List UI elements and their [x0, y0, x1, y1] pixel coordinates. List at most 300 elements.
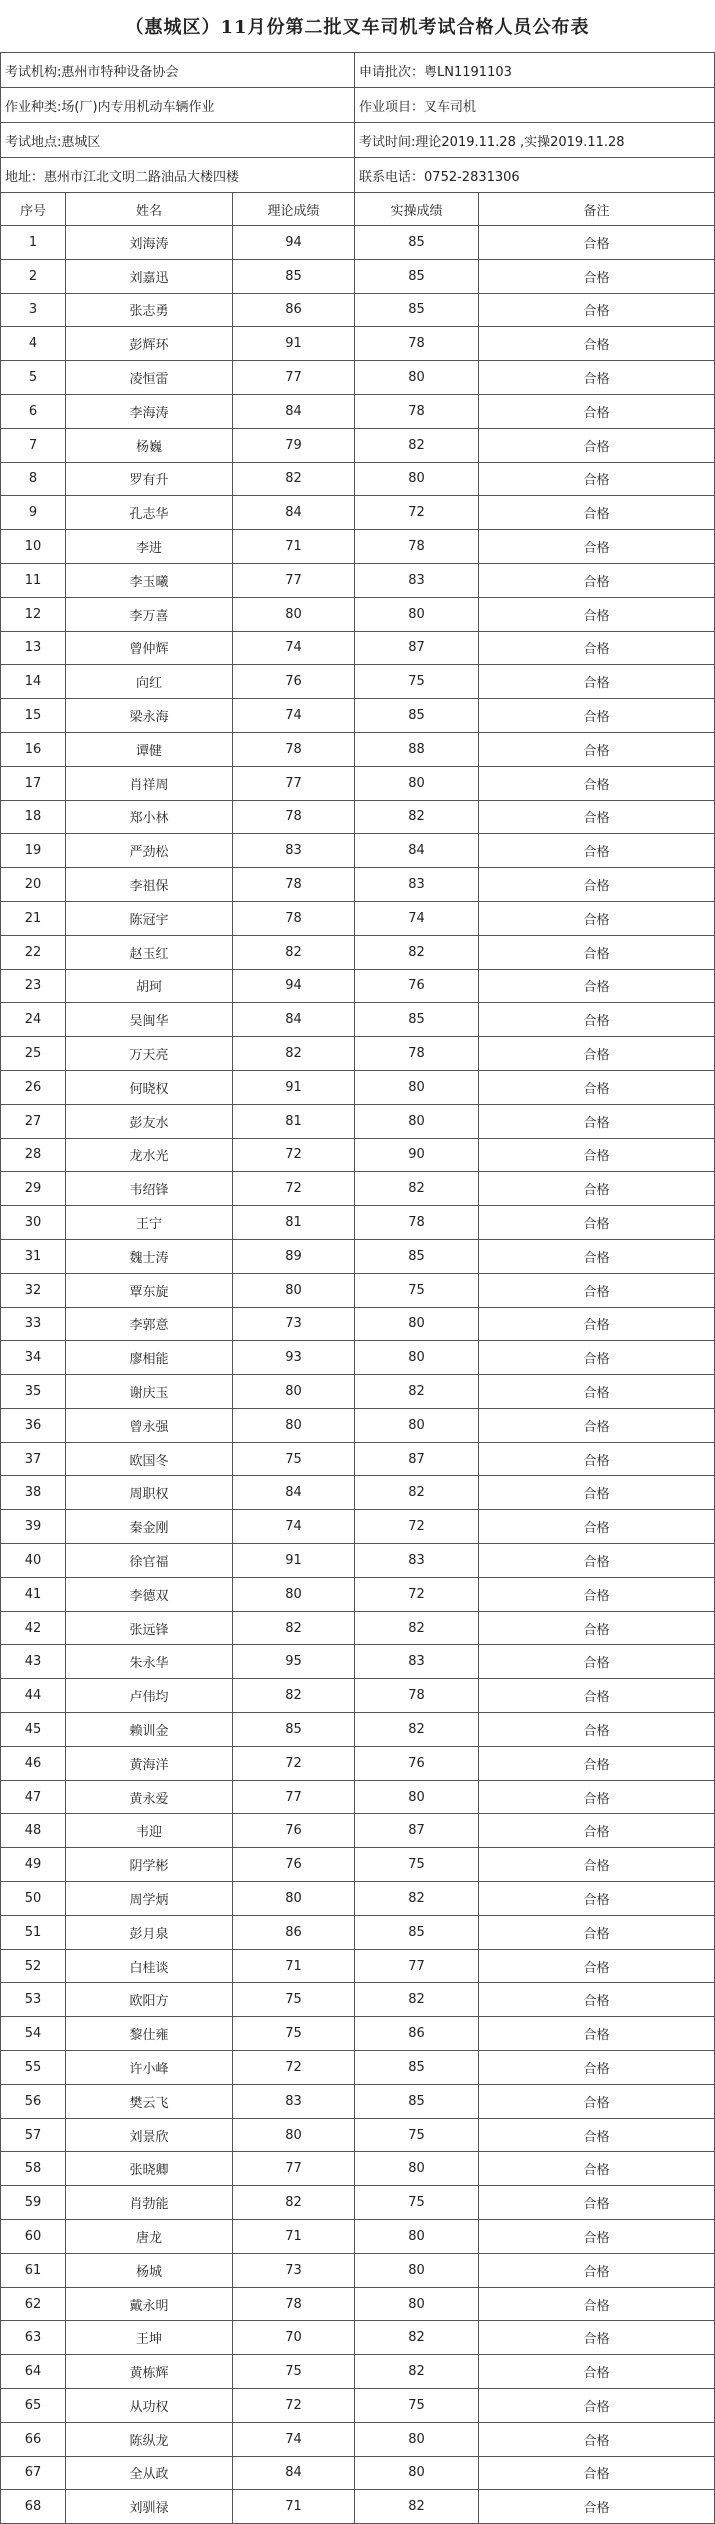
remark: 合格 [479, 293, 715, 327]
remark: 合格 [479, 1003, 715, 1037]
row-index: 29 [1, 1172, 66, 1206]
person-name: 王坤 [66, 2321, 233, 2355]
practical-score: 80 [355, 2152, 479, 2186]
remark: 合格 [479, 1611, 715, 1645]
table-row [1, 1746, 715, 1780]
row-index: 49 [1, 1848, 66, 1882]
person-name: 杨巍 [66, 428, 233, 462]
theory-score: 74 [233, 1510, 355, 1544]
remark: 合格 [479, 1848, 715, 1882]
row-index: 27 [1, 1104, 66, 1138]
person-name: 谭健 [66, 732, 233, 766]
row-index: 55 [1, 2051, 66, 2085]
row-index: 56 [1, 2084, 66, 2118]
table-row [1, 1037, 715, 1071]
practical-score: 80 [355, 2287, 479, 2321]
practical-score: 85 [355, 699, 479, 733]
practical-score: 72 [355, 1510, 479, 1544]
practical-score: 85 [355, 1003, 479, 1037]
table-row [1, 901, 715, 935]
theory-score: 72 [233, 2051, 355, 2085]
practical-score: 80 [355, 597, 479, 631]
practical-score: 78 [355, 1679, 479, 1713]
practical-score: 72 [355, 1577, 479, 1611]
person-name: 陈冠宇 [66, 901, 233, 935]
row-index: 62 [1, 2287, 66, 2321]
practical-score: 80 [355, 462, 479, 496]
theory-score: 84 [233, 2456, 355, 2490]
row-index: 5 [1, 361, 66, 395]
theory-score: 80 [233, 1273, 355, 1307]
remark: 合格 [479, 259, 715, 293]
row-index: 21 [1, 901, 66, 935]
remark: 合格 [479, 1679, 715, 1713]
row-index: 4 [1, 327, 66, 361]
remark: 合格 [479, 1882, 715, 1916]
table-row [1, 1104, 715, 1138]
remark: 合格 [479, 1104, 715, 1138]
theory-score: 77 [233, 766, 355, 800]
row-index: 44 [1, 1679, 66, 1713]
remark: 合格 [479, 2490, 715, 2524]
practical-score: 80 [355, 2253, 479, 2287]
table-row [1, 2084, 715, 2118]
row-index: 68 [1, 2490, 66, 2524]
person-name: 白桂谈 [66, 1949, 233, 1983]
theory-score: 91 [233, 327, 355, 361]
row-index: 53 [1, 1983, 66, 2017]
remark: 合格 [479, 1983, 715, 2017]
theory-score: 91 [233, 1070, 355, 1104]
theory-score: 84 [233, 496, 355, 530]
person-name: 吴闽华 [66, 1003, 233, 1037]
table-row [1, 462, 715, 496]
theory-score: 77 [233, 563, 355, 597]
person-name: 陈纵龙 [66, 2422, 233, 2456]
person-name: 严劲松 [66, 834, 233, 868]
row-index: 54 [1, 2017, 66, 2051]
row-index: 43 [1, 1645, 66, 1679]
practical-score: 82 [355, 1611, 479, 1645]
remark: 合格 [479, 2017, 715, 2051]
remark: 合格 [479, 462, 715, 496]
remark: 合格 [479, 496, 715, 530]
remark: 合格 [479, 2355, 715, 2389]
table-row [1, 1206, 715, 1240]
table-row [1, 1070, 715, 1104]
row-index: 65 [1, 2389, 66, 2423]
remark: 合格 [479, 1476, 715, 1510]
practical-score: 82 [355, 428, 479, 462]
practical-score: 84 [355, 834, 479, 868]
theory-score: 72 [233, 2389, 355, 2423]
row-index: 58 [1, 2152, 66, 2186]
practical-score: 80 [355, 1307, 479, 1341]
person-name: 向红 [66, 665, 233, 699]
table-row [1, 226, 715, 260]
practical-score: 85 [355, 2084, 479, 2118]
remark: 合格 [479, 1138, 715, 1172]
row-index: 51 [1, 1915, 66, 1949]
row-index: 48 [1, 1814, 66, 1848]
row-index: 41 [1, 1577, 66, 1611]
theory-score: 89 [233, 1239, 355, 1273]
person-name: 樊云飞 [66, 2084, 233, 2118]
theory-score: 75 [233, 2017, 355, 2051]
row-index: 45 [1, 1713, 66, 1747]
header-theory-score: 理论成绩 [233, 193, 355, 226]
practical-score: 80 [355, 2220, 479, 2254]
practical-score: 78 [355, 530, 479, 564]
row-index: 20 [1, 868, 66, 902]
person-name: 周学炳 [66, 1882, 233, 1916]
contact-phone: 联系电话：0752-2831306 [355, 158, 715, 193]
row-index: 61 [1, 2253, 66, 2287]
person-name: 黄栋辉 [66, 2355, 233, 2389]
theory-score: 73 [233, 2253, 355, 2287]
person-name: 黄永爱 [66, 1780, 233, 1814]
table-row [1, 1645, 715, 1679]
row-index: 2 [1, 259, 66, 293]
person-name: 阴学彬 [66, 1848, 233, 1882]
table-row [1, 1307, 715, 1341]
row-index: 31 [1, 1239, 66, 1273]
table-row [1, 1780, 715, 1814]
remark: 合格 [479, 1713, 715, 1747]
theory-score: 80 [233, 1577, 355, 1611]
person-name: 王宁 [66, 1206, 233, 1240]
remark: 合格 [479, 1239, 715, 1273]
theory-score: 82 [233, 1037, 355, 1071]
practical-score: 82 [355, 1983, 479, 2017]
remark: 合格 [479, 394, 715, 428]
theory-score: 78 [233, 868, 355, 902]
row-index: 46 [1, 1746, 66, 1780]
row-index: 16 [1, 732, 66, 766]
remark: 合格 [479, 428, 715, 462]
practical-score: 80 [355, 766, 479, 800]
theory-score: 83 [233, 834, 355, 868]
header-practical-score: 实操成绩 [355, 193, 479, 226]
remark: 合格 [479, 2422, 715, 2456]
row-index: 30 [1, 1206, 66, 1240]
row-index: 7 [1, 428, 66, 462]
row-index: 42 [1, 1611, 66, 1645]
remark: 合格 [479, 699, 715, 733]
table-row [1, 935, 715, 969]
theory-score: 76 [233, 1814, 355, 1848]
theory-score: 84 [233, 1003, 355, 1037]
row-index: 18 [1, 800, 66, 834]
theory-score: 70 [233, 2321, 355, 2355]
theory-score: 80 [233, 2118, 355, 2152]
theory-score: 78 [233, 800, 355, 834]
theory-score: 80 [233, 1408, 355, 1442]
table-row [1, 394, 715, 428]
remark: 合格 [479, 1949, 715, 1983]
theory-score: 81 [233, 1206, 355, 1240]
row-index: 60 [1, 2220, 66, 2254]
table-row [1, 2220, 715, 2254]
remark: 合格 [479, 1341, 715, 1375]
row-index: 14 [1, 665, 66, 699]
practical-score: 82 [355, 2490, 479, 2524]
page-title: （惠城区）11月份第二批叉车司机考试合格人员公布表 [125, 17, 590, 38]
table-row [1, 969, 715, 1003]
remark: 合格 [479, 1273, 715, 1307]
remark: 合格 [479, 631, 715, 665]
table-row [1, 1172, 715, 1206]
table-row [1, 2287, 715, 2321]
person-name: 秦金刚 [66, 1510, 233, 1544]
practical-score: 82 [355, 2355, 479, 2389]
practical-score: 76 [355, 1746, 479, 1780]
row-index: 10 [1, 530, 66, 564]
table-row [1, 293, 715, 327]
table-row [1, 2186, 715, 2220]
row-index: 17 [1, 766, 66, 800]
practical-score: 75 [355, 1273, 479, 1307]
row-index: 15 [1, 699, 66, 733]
person-name: 刘嘉迅 [66, 259, 233, 293]
row-index: 50 [1, 1882, 66, 1916]
row-index: 63 [1, 2321, 66, 2355]
theory-score: 85 [233, 1713, 355, 1747]
practical-score: 82 [355, 1172, 479, 1206]
remark: 合格 [479, 1544, 715, 1578]
row-index: 9 [1, 496, 66, 530]
practical-score: 88 [355, 732, 479, 766]
table-row [1, 1915, 715, 1949]
person-name: 张志勇 [66, 293, 233, 327]
person-name: 刘景欣 [66, 2118, 233, 2152]
header-index: 序号 [1, 193, 66, 226]
table-row [1, 2422, 715, 2456]
person-name: 黄海洋 [66, 1746, 233, 1780]
practical-score: 80 [355, 1341, 479, 1375]
info-row [1, 123, 715, 158]
table-row [1, 563, 715, 597]
results-table [0, 52, 715, 2524]
theory-score: 94 [233, 969, 355, 1003]
person-name: 梁永海 [66, 699, 233, 733]
practical-score: 82 [355, 1476, 479, 1510]
person-name: 李祖保 [66, 868, 233, 902]
table-row [1, 1341, 715, 1375]
remark: 合格 [479, 2456, 715, 2490]
remark: 合格 [479, 2321, 715, 2355]
table-row [1, 1713, 715, 1747]
theory-score: 72 [233, 1172, 355, 1206]
remark: 合格 [479, 2287, 715, 2321]
table-row [1, 1814, 715, 1848]
remark: 合格 [479, 2152, 715, 2186]
theory-score: 91 [233, 1544, 355, 1578]
person-name: 张晓卿 [66, 2152, 233, 2186]
row-index: 66 [1, 2422, 66, 2456]
row-index: 11 [1, 563, 66, 597]
person-name: 曾永强 [66, 1408, 233, 1442]
row-index: 64 [1, 2355, 66, 2389]
theory-score: 93 [233, 1341, 355, 1375]
person-name: 张远锋 [66, 1611, 233, 1645]
row-index: 59 [1, 2186, 66, 2220]
theory-score: 76 [233, 1848, 355, 1882]
person-name: 赵玉红 [66, 935, 233, 969]
theory-score: 84 [233, 394, 355, 428]
remark: 合格 [479, 1375, 715, 1409]
table-row [1, 428, 715, 462]
person-name: 欧国冬 [66, 1442, 233, 1476]
person-name: 刘海涛 [66, 226, 233, 260]
practical-score: 85 [355, 1239, 479, 1273]
info-row [1, 88, 715, 123]
row-index: 26 [1, 1070, 66, 1104]
practical-score: 78 [355, 394, 479, 428]
person-name: 肖祥周 [66, 766, 233, 800]
table-row [1, 2321, 715, 2355]
person-name: 李玉曦 [66, 563, 233, 597]
practical-score: 82 [355, 1375, 479, 1409]
remark: 合格 [479, 1915, 715, 1949]
remark: 合格 [479, 530, 715, 564]
theory-score: 74 [233, 631, 355, 665]
table-row [1, 361, 715, 395]
theory-score: 82 [233, 1611, 355, 1645]
table-row [1, 1273, 715, 1307]
remark: 合格 [479, 935, 715, 969]
header-name: 姓名 [66, 193, 233, 226]
person-name: 何晓权 [66, 1070, 233, 1104]
person-name: 欧阳方 [66, 1983, 233, 2017]
theory-score: 83 [233, 2084, 355, 2118]
table-row [1, 1476, 715, 1510]
address: 地址：惠州市江北文明二路油品大楼四楼 [1, 158, 355, 193]
table-row [1, 1408, 715, 1442]
person-name: 谢庆玉 [66, 1375, 233, 1409]
theory-score: 81 [233, 1104, 355, 1138]
remark: 合格 [479, 1408, 715, 1442]
person-name: 彭月泉 [66, 1915, 233, 1949]
exam-location: 考试地点:惠城区 [1, 123, 355, 158]
remark: 合格 [479, 1172, 715, 1206]
remark: 合格 [479, 1746, 715, 1780]
theory-score: 71 [233, 530, 355, 564]
theory-score: 75 [233, 1983, 355, 2017]
remark: 合格 [479, 563, 715, 597]
row-index: 12 [1, 597, 66, 631]
row-index: 19 [1, 834, 66, 868]
theory-score: 74 [233, 2422, 355, 2456]
person-name: 全从政 [66, 2456, 233, 2490]
person-name: 许小峰 [66, 2051, 233, 2085]
theory-score: 75 [233, 2355, 355, 2389]
table-row [1, 766, 715, 800]
person-name: 胡珂 [66, 969, 233, 1003]
person-name: 朱永华 [66, 1645, 233, 1679]
theory-score: 77 [233, 2152, 355, 2186]
theory-score: 78 [233, 2287, 355, 2321]
theory-score: 71 [233, 1949, 355, 1983]
row-index: 36 [1, 1408, 66, 1442]
practical-score: 85 [355, 1915, 479, 1949]
practical-score: 87 [355, 1442, 479, 1476]
row-index: 52 [1, 1949, 66, 1983]
practical-score: 83 [355, 1645, 479, 1679]
remark: 合格 [479, 1070, 715, 1104]
row-index: 32 [1, 1273, 66, 1307]
person-name: 曾仲辉 [66, 631, 233, 665]
person-name: 李万喜 [66, 597, 233, 631]
person-name: 魏士涛 [66, 1239, 233, 1273]
exam-time: 考试时间:理论2019.11.28 ,实操2019.11.28 [355, 123, 715, 158]
table-row [1, 2152, 715, 2186]
practical-score: 80 [355, 2456, 479, 2490]
table-row [1, 2389, 715, 2423]
practical-score: 83 [355, 1544, 479, 1578]
row-index: 23 [1, 969, 66, 1003]
theory-score: 73 [233, 1307, 355, 1341]
practical-score: 74 [355, 901, 479, 935]
practical-score: 83 [355, 868, 479, 902]
person-name: 刘驯禄 [66, 2490, 233, 2524]
person-name: 黎仕雍 [66, 2017, 233, 2051]
practical-score: 78 [355, 1037, 479, 1071]
table-row [1, 2490, 715, 2524]
table-row [1, 1510, 715, 1544]
row-index: 57 [1, 2118, 66, 2152]
remark: 合格 [479, 665, 715, 699]
table-row [1, 665, 715, 699]
practical-score: 77 [355, 1949, 479, 1983]
person-name: 万天亮 [66, 1037, 233, 1071]
table-row [1, 1949, 715, 1983]
row-index: 34 [1, 1341, 66, 1375]
table-row [1, 800, 715, 834]
remark: 合格 [479, 327, 715, 361]
table-row [1, 1983, 715, 2017]
practical-score: 78 [355, 327, 479, 361]
table-row [1, 259, 715, 293]
remark: 合格 [479, 1510, 715, 1544]
remark: 合格 [479, 2118, 715, 2152]
theory-score: 78 [233, 901, 355, 935]
table-row [1, 496, 715, 530]
remark: 合格 [479, 1577, 715, 1611]
practical-score: 86 [355, 2017, 479, 2051]
remark: 合格 [479, 2186, 715, 2220]
practical-score: 76 [355, 969, 479, 1003]
theory-score: 82 [233, 1679, 355, 1713]
person-name: 卢伟均 [66, 1679, 233, 1713]
theory-score: 82 [233, 2186, 355, 2220]
remark: 合格 [479, 901, 715, 935]
practical-score: 75 [355, 665, 479, 699]
row-index: 40 [1, 1544, 66, 1578]
results-table-body [1, 53, 715, 2524]
remark: 合格 [479, 1206, 715, 1240]
row-index: 1 [1, 226, 66, 260]
remark: 合格 [479, 2389, 715, 2423]
header-remark: 备注 [479, 193, 715, 226]
theory-score: 79 [233, 428, 355, 462]
table-row [1, 2017, 715, 2051]
table-row [1, 2456, 715, 2490]
exam-organization: 考试机构:惠州市特种设备协会 [1, 53, 355, 88]
table-row [1, 2118, 715, 2152]
person-name: 戴永明 [66, 2287, 233, 2321]
remark: 合格 [479, 1814, 715, 1848]
